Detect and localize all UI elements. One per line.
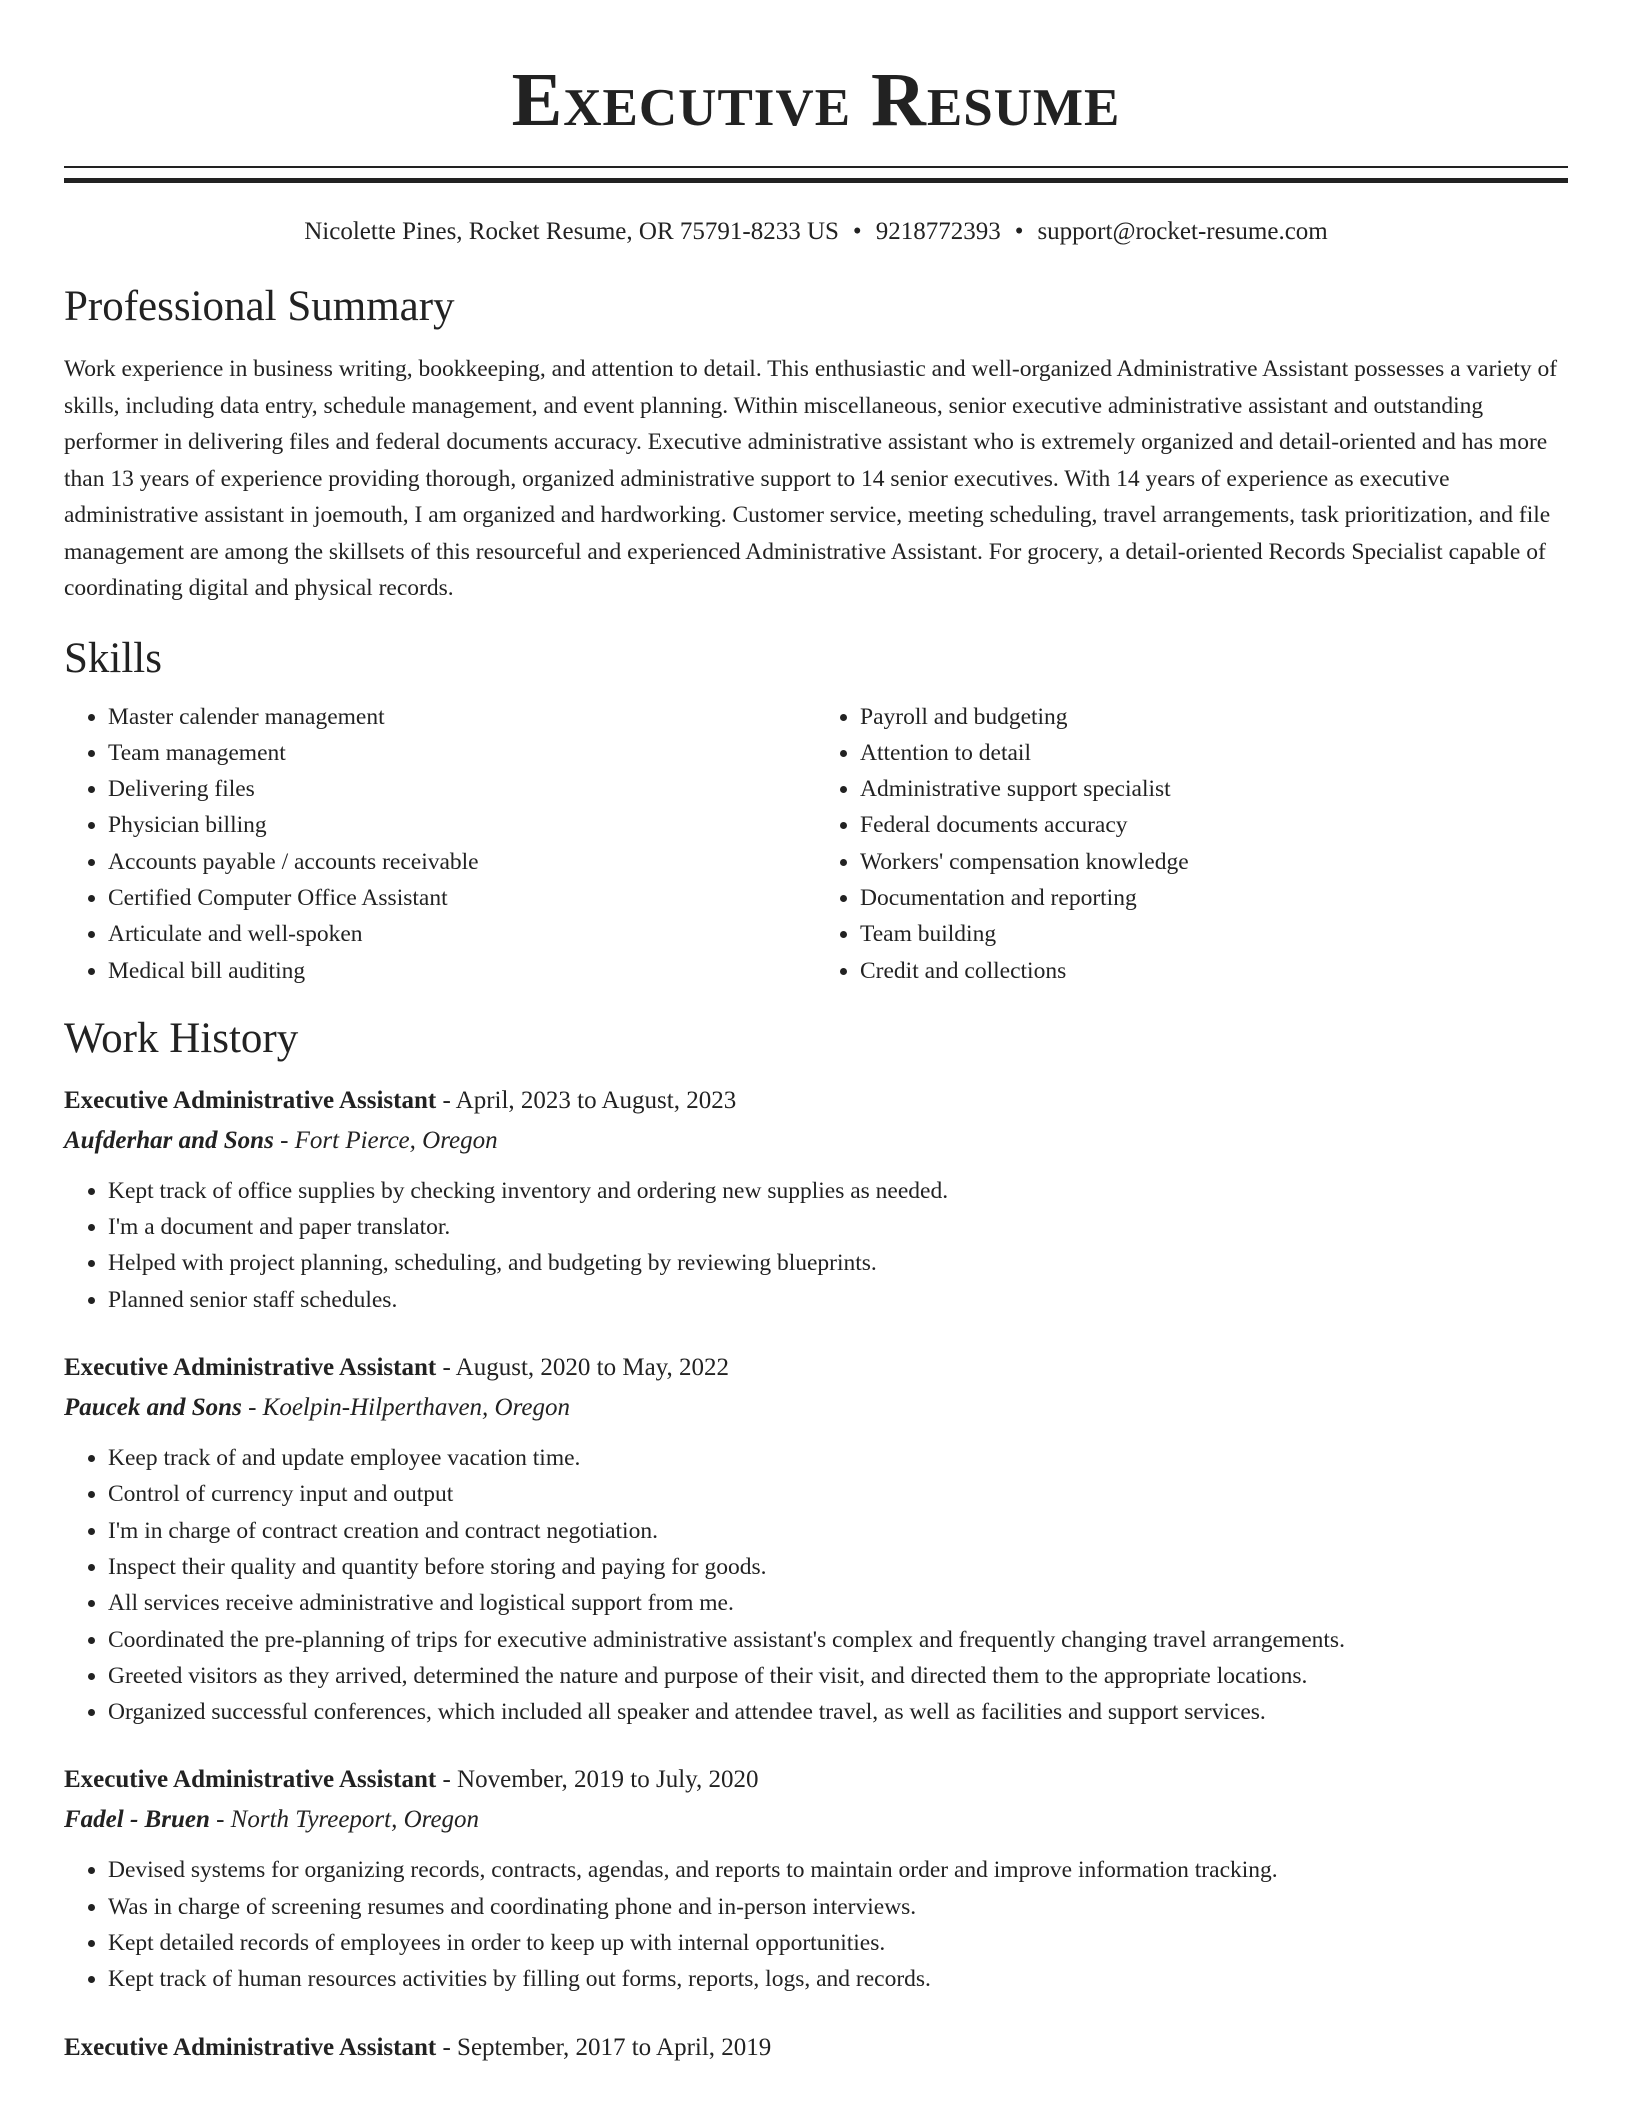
job-duty: • Coordinated the pre-planning of trips for executive administrative assistant's complex and frequently changing travel arrangements. — [108, 1622, 1568, 1658]
contact-email[interactable]: support@rocket-resume.com — [1037, 218, 1328, 245]
skill-item: • Delivering files — [108, 771, 816, 807]
job-title: Executive Administrative Assistant — [64, 1354, 437, 1382]
work-history-heading: Work History — [64, 1014, 299, 1062]
contact-line — [64, 215, 1568, 249]
skill-item: • Medical bill auditing — [108, 953, 816, 989]
job-duty: • All services receive administrative and logistical support from me. — [108, 1585, 1568, 1621]
job-duty: • Inspect their quality and quantity before storing and paying for goods. — [108, 1549, 1568, 1585]
job-dates: - April, 2023 to August, 2023 — [436, 1086, 737, 1114]
job-dates: - August, 2020 to May, 2022 — [436, 1354, 730, 1382]
job-company-line — [64, 1121, 1568, 1161]
skills-columns — [64, 699, 1568, 989]
job-entry — [64, 1760, 1568, 1997]
job-location: - Koelpin-Hilperthaven, Oregon — [241, 1394, 570, 1422]
skill-item: • Credit and collections — [860, 953, 1568, 989]
contact-phone: 9218772393 — [875, 218, 1001, 245]
job-title: Executive Administrative Assistant — [64, 2033, 437, 2061]
skill-item: • Master calender management — [108, 699, 816, 735]
job-dates: - November, 2019 to July, 2020 — [436, 1766, 759, 1794]
job-duties — [64, 1173, 1568, 1318]
skill-item: • Administrative support specialist — [860, 771, 1568, 807]
skill-item: • Attention to detail — [860, 735, 1568, 771]
job-title-line — [64, 1081, 1568, 1121]
job-duty: • Was in charge of screening resumes and coordinating phone and in-person interviews. — [108, 1889, 1568, 1925]
contact-separator: • — [1014, 218, 1024, 245]
job-entry — [64, 2028, 1568, 2068]
job-duty: • Kept detailed records of employees in order to keep up with internal opportunities. — [108, 1925, 1568, 1961]
skills-heading: Skills — [64, 634, 162, 682]
job-company: Aufderhar and Sons — [64, 1126, 274, 1154]
job-title-line — [64, 1760, 1568, 1800]
resume-title: Executive Resume — [511, 58, 1121, 142]
skill-item: • Team management — [108, 735, 816, 771]
skill-item: • Articulate and well-spoken — [108, 916, 816, 952]
job-duty: • Planned senior staff schedules. — [108, 1282, 1568, 1318]
job-title: Executive Administrative Assistant — [64, 1766, 437, 1794]
summary-heading: Professional Summary — [64, 283, 455, 330]
contact-separator: • — [852, 218, 862, 245]
job-duty: • Kept track of office supplies by checking inventory and ordering new supplies as needed. — [108, 1173, 1568, 1209]
job-company-line — [64, 1800, 1568, 1840]
job-entry — [64, 1348, 1568, 1730]
contact-address: Nicolette Pines, Rocket Resume, OR 75791-8233 US — [304, 218, 839, 245]
job-duty: • I'm in charge of contract creation and contract negotiation. — [108, 1513, 1568, 1549]
job-location: - Fort Pierce, Oregon — [273, 1126, 498, 1154]
job-duty: • Kept track of human resources activities by filling out forms, reports, logs, and records. — [108, 1961, 1568, 1997]
job-duty: • Organized successful conferences, which included all speaker and attendee travel, as well as facilities and support services. — [108, 1694, 1568, 1730]
skill-item: • Documentation and reporting — [860, 880, 1568, 916]
summary-text: Work experience in business writing, bookkeeping, and attention to detail. This enthusiastic and well-organized Administrative Assistant possesses a variety of skills, including data entry, schedule management, and event planning. Within miscellaneous, senior executive administrative assistant and outstanding performer in delivering files and federal documents accuracy. Executive administrative assistant who is extremely organized and detail-oriented and has more than 13 years of experience providing thorough, organized administrative support to 14 senior executives. With 14 years of experience as executive administrative assistant in joemouth, I am organized and hardworking. Customer service, meeting scheduling, travel arrangements, task prioritization, and file management are among the skillsets of this resourceful and experienced Administrative Assistant. For grocery, a detail-oriented Records Specialist capable of coordinating digital and physical records. — [64, 356, 1558, 601]
job-duty: • Keep track of and update employee vacation time. — [108, 1440, 1568, 1476]
job-duties — [64, 1852, 1568, 1997]
job-duty: • Greeted visitors as they arrived, determined the nature and purpose of their visit, and directed them to the appropriate locations. — [108, 1658, 1568, 1694]
job-duty: • Helped with project planning, scheduling, and budgeting by reviewing blueprints. — [108, 1245, 1568, 1281]
job-dates: - September, 2017 to April, 2019 — [436, 2033, 772, 2061]
skill-item: • Federal documents accuracy — [860, 807, 1568, 843]
skill-item: • Workers' compensation knowledge — [860, 844, 1568, 880]
job-title: Executive Administrative Assistant — [64, 1086, 437, 1114]
job-company-line — [64, 1388, 1568, 1428]
skills-list-right — [816, 699, 1568, 989]
skill-item: • Physician billing — [108, 807, 816, 843]
skill-item: • Certified Computer Office Assistant — [108, 880, 816, 916]
skills-list-left — [64, 699, 816, 989]
job-duty: • Control of currency input and output — [108, 1476, 1568, 1512]
skill-item: • Accounts payable / accounts receivable — [108, 844, 816, 880]
skill-item: • Team building — [860, 916, 1568, 952]
skill-item: • Payroll and budgeting — [860, 699, 1568, 735]
job-duty: • I'm a document and paper translator. — [108, 1209, 1568, 1245]
job-location: - North Tyreeport, Oregon — [209, 1806, 480, 1834]
job-company: Paucek and Sons — [64, 1394, 242, 1422]
job-duty: • Devised systems for organizing records, contracts, agendas, and reports to maintain order and improve information tracking. — [108, 1852, 1568, 1888]
job-duties — [64, 1440, 1568, 1730]
job-company: Fadel - Bruen — [64, 1806, 210, 1834]
job-entry — [64, 1081, 1568, 1318]
title-divider — [64, 166, 1568, 183]
job-title-line — [64, 2028, 1568, 2068]
job-title-line — [64, 1348, 1568, 1388]
